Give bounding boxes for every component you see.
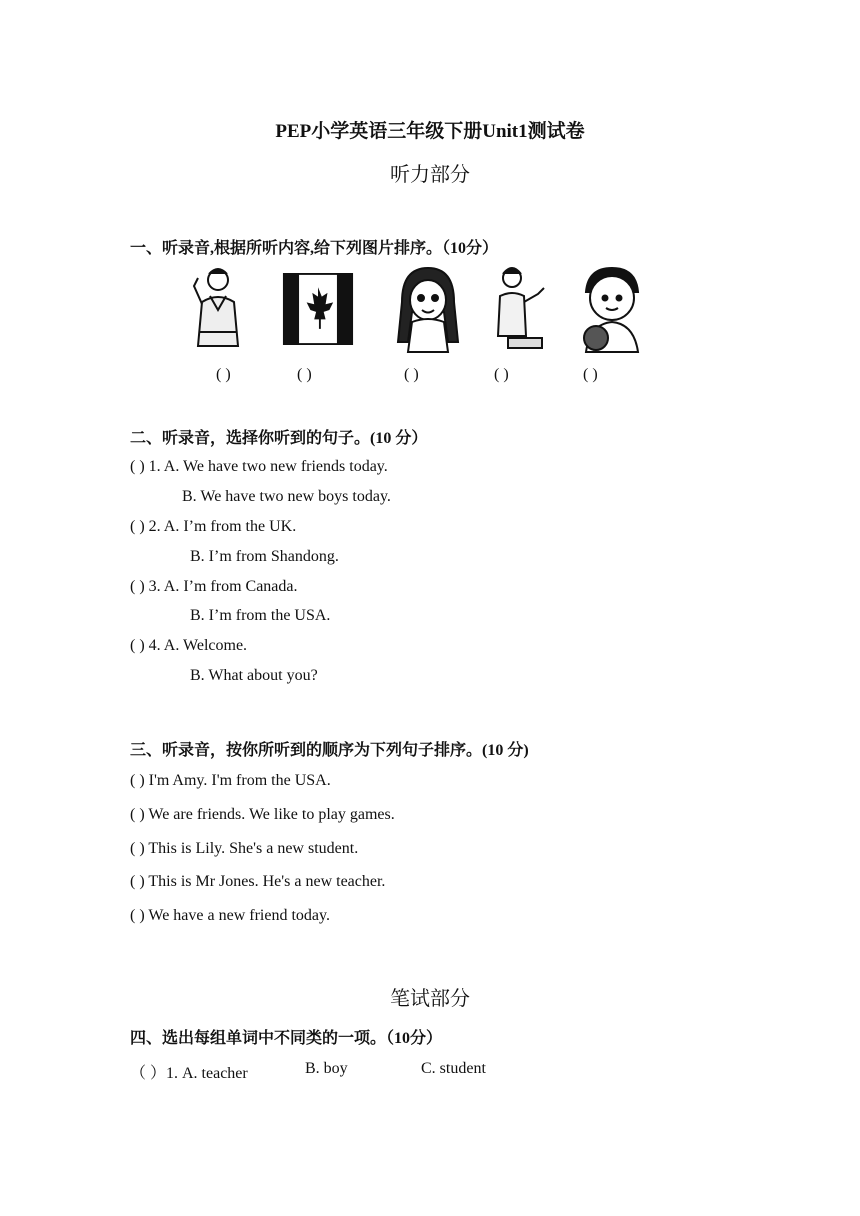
section1-heading: 一、听录音,根据所听内容,给下列图片排序。（10分）	[130, 240, 499, 257]
boy-with-ball-icon	[574, 262, 646, 356]
picture-blank-4[interactable]: ( )	[494, 366, 509, 383]
picture-blank-1[interactable]: ( )	[216, 366, 231, 383]
picture-blank-2[interactable]: ( )	[297, 366, 312, 383]
teacher-pointing-icon	[484, 262, 556, 356]
s3-sentence-5: ( ) We have a new friend today.	[130, 907, 330, 924]
s2-question-2-a: ( ) 2. A. I’m from the UK.	[130, 518, 297, 535]
section3-heading: 三、听录音，按你所听到的顺序为下列句子排序。(10 分)	[130, 742, 529, 759]
s2-question-3-a: ( ) 3. A. I’m from Canada.	[130, 578, 298, 595]
section4-heading: 四、选出每组单词中不同类的一项。（10分）	[130, 1030, 443, 1047]
s2-question-1-b: B. We have two new boys today.	[182, 488, 391, 505]
s3-sentence-3: ( ) This is Lily. She's a new student.	[130, 840, 359, 857]
s3-sentence-1: ( ) I'm Amy. I'm from the USA.	[130, 772, 331, 789]
s2-question-3-b: B. I’m from the USA.	[190, 607, 331, 624]
section2-heading: 二、听录音，选择你听到的句子。(10 分）	[130, 430, 428, 447]
s2-question-1-a: ( ) 1. A. We have two new friends today.	[130, 458, 388, 475]
listening-section-title: 听力部分	[390, 164, 470, 186]
picture-blank-3[interactable]: ( )	[404, 366, 419, 383]
s3-sentence-4: ( ) This is Mr Jones. He's a new teacher.	[130, 873, 386, 890]
written-section-title: 笔试部分	[390, 988, 470, 1010]
man-waving-icon	[180, 262, 252, 356]
canada-flag-icon	[282, 262, 354, 356]
s4-question-1-a: （ ）1. A. teacher	[130, 1065, 248, 1082]
s2-question-4-a: ( ) 4. A. Welcome.	[130, 637, 248, 654]
s4-question-1-b: B. boy	[305, 1060, 348, 1077]
girl-icon	[392, 262, 464, 356]
s2-question-2-b: B. I’m from Shandong.	[190, 548, 339, 565]
picture-blank-5[interactable]: ( )	[583, 366, 598, 383]
page-title: PEP小学英语三年级下册Unit1测试卷	[275, 121, 585, 142]
s3-sentence-2: ( ) We are friends. We like to play games.	[130, 806, 395, 823]
s4-question-1-c: C. student	[421, 1060, 486, 1077]
s2-question-4-b: B. What about you?	[190, 667, 318, 684]
